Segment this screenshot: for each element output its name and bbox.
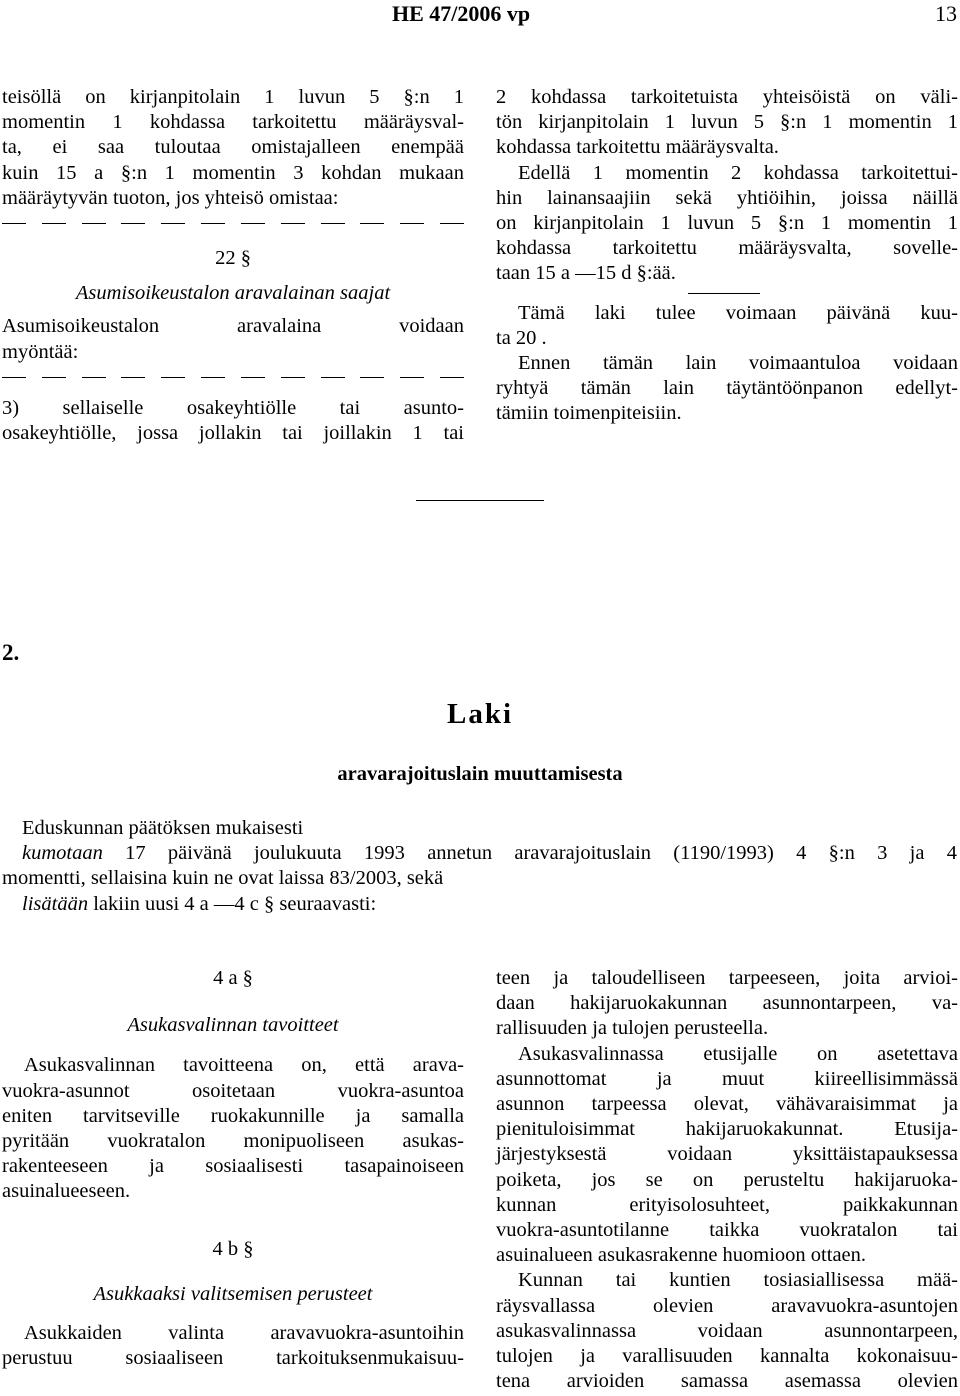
text-line: momentin 1 kohdassa tarkoitettu määräysval- [2, 111, 464, 134]
text-line: Asukasvalinnan tavoitteena on, että arava- [24, 1054, 464, 1077]
text-line: daan hakijaruokakunnan asunnontarpeen, va- [496, 992, 958, 1015]
text-line: hin lainansaajiin sekä yhtiöihin, joissa näillä [496, 186, 958, 209]
text-line: ta 20 . [496, 326, 547, 349]
top-left-column [2, 85, 464, 446]
text-line: asuinalueeseen. [2, 1180, 131, 1203]
text-line: vuokra-asuntotilanne taikka vuokratalon tai [496, 1219, 958, 1242]
law-title: Laki [446, 698, 514, 730]
short-divider [496, 287, 958, 301]
text-line: kuin 15 a §:n 1 momentin 3 kohdan mukaan [2, 161, 464, 184]
text-line: kohdassa tarkoitettu määräysvalta, sovelle- [496, 237, 958, 260]
omission-dashes [2, 211, 464, 236]
text-line: kohdassa tarkoitettu määräysvalta. [496, 136, 779, 159]
bottom-left-column [2, 964, 464, 1371]
page-number: 13 [935, 1, 957, 26]
text-line: myöntää: [2, 340, 79, 363]
section-title-4b: Asukkaaksi valitsemisen perusteet [93, 1282, 373, 1305]
omission-dashes [2, 365, 464, 390]
text-line: 2 kohdassa tarkoitetuista yhteisöistä on väli- [496, 86, 958, 108]
section-number-22: 22 § [215, 247, 251, 270]
text-line: asunnottomat ja muut kiireellisimmässä [496, 1067, 958, 1090]
text-line: ta, ei saa tuloutaa omistajalleen enempää [2, 136, 464, 159]
lisataan-line [2, 892, 957, 917]
text-line: rakenteeseen ja sosiaalisesti tasapainoiseen [2, 1155, 464, 1178]
text-line: teisöllä on kirjanpitolain 1 luvun 5 §:n 1 [2, 86, 464, 108]
document-header-title: HE 47/2006 vp [392, 1, 531, 26]
text-line: Kunnan tai kuntien tosiasiallisessa mää- [518, 1269, 958, 1292]
lisataan-text: lakiin uusi 4 a —4 c § seuraavasti: [88, 892, 377, 915]
text-line: määräytyvän tuoton, jos yhteisö omistaa: [2, 186, 339, 209]
kumotaan-word: kumotaan [22, 842, 103, 865]
text-line: tena arvioiden samassa asemassa olevien [496, 1370, 958, 1393]
text-line: räysvallassa olevien aravavuokra-asuntojen [496, 1294, 958, 1317]
kumotaan-last: momentti, sellaisina kuin ne ovat laissa 83/2003, sekä [2, 867, 444, 890]
top-right-column [496, 85, 958, 427]
law-end-divider [416, 500, 544, 501]
text-line: asunnon tarpeessa olevat, vähävaraisimmat ja [496, 1093, 958, 1116]
text-line: tulojen ja varallisuuden kannalta kokonaisuu- [496, 1345, 958, 1368]
text-line: Ennen tämän lain voimaantuloa voidaan [518, 352, 958, 375]
text-line: vuokra-asunnot osoitetaan vuokra-asuntoa [2, 1079, 464, 1102]
text-line: 3) sellaiselle osakeyhtiölle tai asunto- [2, 396, 464, 419]
text-line: pienituloisimmat hakijaruokakunnat. Etusija- [496, 1118, 958, 1141]
text-line: Asukkaiden valinta aravavuokra-asuntoihin [24, 1322, 464, 1345]
text-line: taan 15 a —15 d §:ää. [496, 262, 676, 285]
text-line: järjestyksestä voidaan yksittäistapauksessa [496, 1143, 958, 1166]
kumotaan-text: 17 päivänä joulukuuta 1993 annetun aravarajoituslain (1190/1993) 4 §:n 3 ja 4 [102, 842, 957, 865]
law-subtitle: aravarajoituslain muuttamisesta [337, 763, 623, 785]
text-line: ryhtyä tämän lain täytäntöönpanon edellyt- [496, 377, 958, 400]
section-number-4b: 4 b § [212, 1237, 254, 1260]
section-title-4a: Asukasvalinnan tavoitteet [127, 1014, 339, 1037]
text-line: Asukasvalinnassa etusijalle on asetettava [518, 1042, 958, 1065]
text-line: asukasvalinnassa voidaan asunnontarpeen, [496, 1319, 958, 1342]
text-line: Edellä 1 momentin 2 kohdassa tarkoitettui- [518, 161, 958, 184]
enactment-text [2, 816, 957, 917]
text-line: eniten tarvitseville ruokakunnille ja samalla [2, 1104, 464, 1127]
text-line: asuinalueen asukasrakenne huomioon ottaen. [496, 1244, 867, 1267]
text-line: tön kirjanpitolain 1 luvun 5 §:n 1 momentin 1 [496, 111, 958, 134]
bottom-right-column [496, 966, 958, 1394]
text-line: osakeyhtiölle, jossa jollakin tai joillakin 1 tai [2, 422, 464, 445]
text-line: Tämä laki tulee voimaan päivänä kuu- [518, 301, 958, 324]
lisataan-word: lisätään [22, 892, 89, 915]
text-line: rallisuuden ja tulojen perusteella. [496, 1017, 769, 1040]
law-number: 2. [2, 640, 20, 665]
text-line: Asumisoikeustalon aravalaina voidaan [2, 315, 464, 338]
text-line: tämiin toimenpiteisiin. [496, 402, 682, 425]
text-line: perustuu sosiaaliseen tarkoituksenmukaisuu- [2, 1347, 464, 1370]
text-line: teen ja taloudelliseen tarpeeseen, joita arvioi- [496, 967, 958, 989]
section-title: Asumisoikeustalon aravalainan saajat [75, 282, 391, 305]
enactment-clause: Eduskunnan päätöksen mukaisesti [22, 817, 304, 839]
kumotaan-line [2, 841, 957, 866]
section-number-4a: 4 a § [213, 967, 253, 989]
text-line: pyritään vuokratalon monipuoliseen asukas- [2, 1130, 464, 1153]
text-line: poiketa, jos se on perusteltu hakijaruoka- [496, 1168, 958, 1191]
text-line: on kirjanpitolain 1 luvun 5 §:n 1 momentin 1 [496, 212, 958, 235]
text-line: kunnan erityisolosuhteet, paikkakunnan [496, 1193, 958, 1216]
